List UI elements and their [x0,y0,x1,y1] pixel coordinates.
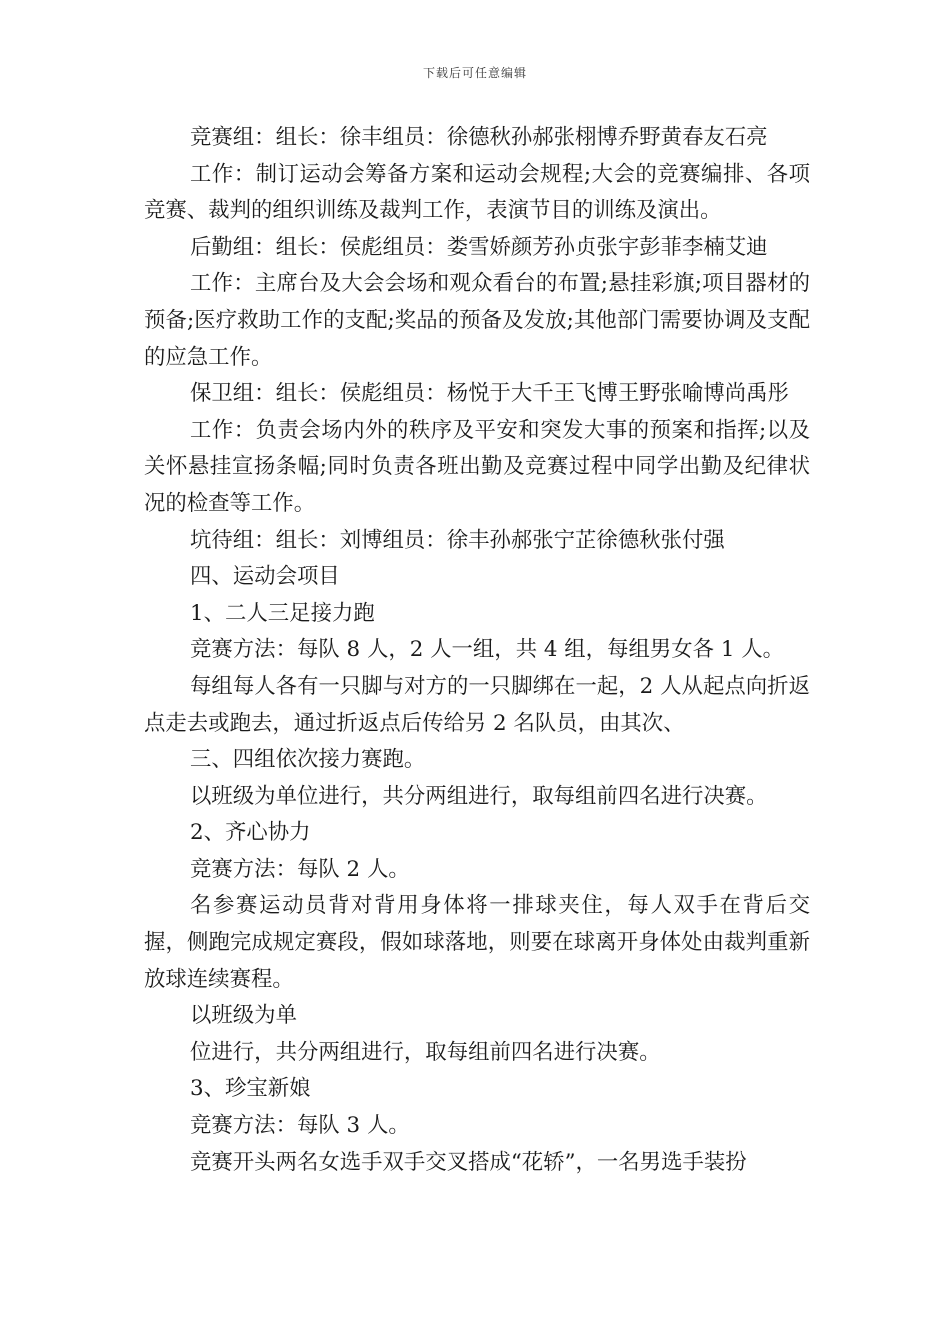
event-heading-treasure-bride: 3、珍宝新娘 [190,1076,311,1102]
paragraph-teamwork-format-end: 位进行，共分两组进行，取每组前四名进行决赛。 [190,1039,661,1065]
paragraph-teamwork-rules: 名参赛运动员背对背用身体将一排球夹住，每人双手在背后交握，侧跑完成规定赛段，假如球落地，则要在球离开身体处由裁判重新放球连续赛程。 [144,893,810,992]
section-heading-events: 四、运动会项目 [190,564,340,590]
paragraph-competition-duties: 工作：制订运动会筹备方案和运动会规程;大会的竞赛编排、各项竞赛、裁判的组织训练及裁判工作，表演节目的训练及演出。 [144,161,810,224]
paragraph-competition-group: 竞赛组：组长：徐丰组员：徐德秋孙郝张栩博乔野黄春友石亮 [190,125,768,150]
paragraph-relay-rules: 每组每人各有一只脚与对方的一只脚绑在一起，2 人从起点向折返点走去或跑去，通过折返点后传给另 2 名队员，由其次、 [144,673,810,736]
paragraph-reception-group: 坑待组：组长：刘博组员：徐丰孙郝张宁芷徐德秋张付强 [190,527,725,553]
event-heading-teamwork: 2、齐心协力 [190,820,311,846]
paragraph-relay-format: 以班级为单位进行，共分两组进行，取每组前四名进行决赛。 [190,783,768,809]
paragraph-logistics-group: 后勤组：组长：侯彪组员：娄雪娇颜芳孙贞张宇彭菲李楠艾迪 [190,234,768,260]
paragraph-logistics-duties: 工作：主席台及大会会场和观众看台的布置;悬挂彩旗;项目器材的预备;医疗救助工作的支配;奖品的预备及发放;其他部门需要协调及支配的应急工作。 [144,271,810,370]
paragraph-security-group: 保卫组：组长：侯彪组员：杨悦于大千王飞博王野张喻博尚禹彤 [190,381,789,407]
page-header-note: 下载后可任意编辑 [422,66,527,80]
paragraph-security-duties: 工作：负责会场内外的秩序及平安和突发大事的预案和指挥;以及关怀悬挂宣扬条幅;同时负责各班出勤及竞赛过程中同学出勤及纪律状况的检查等工作。 [144,417,810,516]
paragraph-bride-method: 竞赛方法：每队 3 人。 [190,1113,410,1139]
paragraph-relay-method: 竞赛方法：每队 8 人，2 人一组，共 4 组，每组男女各 1 人。 [190,637,785,663]
paragraph-teamwork-format-start: 以班级为单 [190,1003,297,1029]
event-heading-three-legged-relay: 1、二人三足接力跑 [190,600,375,626]
paragraph-relay-rules-cont: 三、四组依次接力赛跑。 [190,747,426,773]
document-body [144,120,810,1181]
paragraph-teamwork-method: 竞赛方法：每队 2 人。 [190,856,410,882]
paragraph-bride-rules: 竞赛开头两名女选手双手交叉搭成“花轿”，一名男选手装扮 [190,1149,747,1175]
